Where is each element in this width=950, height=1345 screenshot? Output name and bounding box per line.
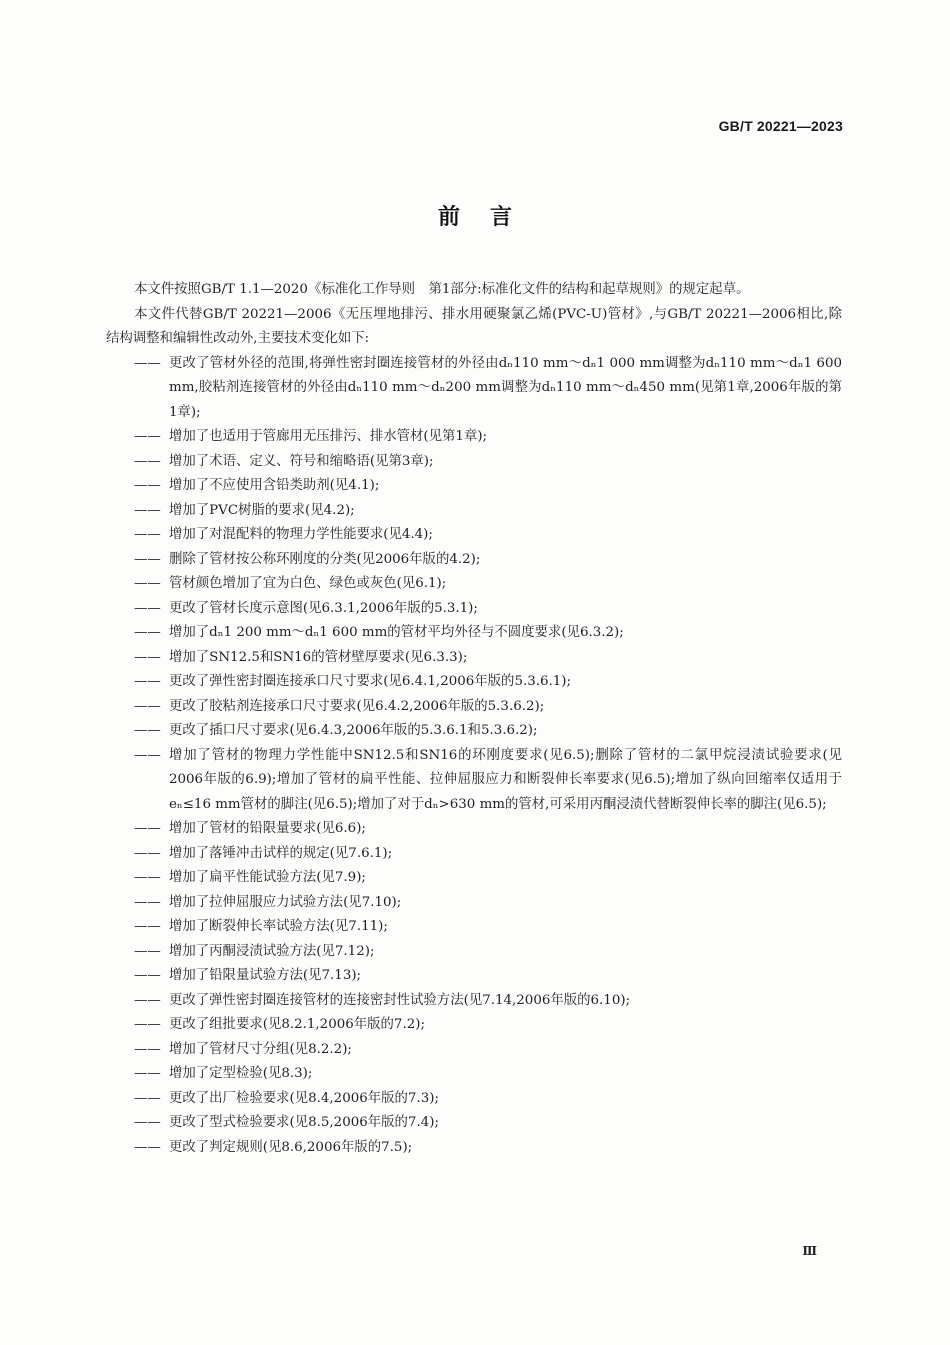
list-item-text: 增加了丙酮浸渍试验方法(见7.12); bbox=[169, 943, 375, 959]
dash-marker: —— bbox=[134, 1017, 161, 1032]
list-item-text: 删除了管材按公称环刚度的分类(见2006年版的4.2); bbox=[169, 551, 481, 567]
list-item bbox=[106, 548, 842, 573]
changes-list bbox=[106, 352, 842, 1161]
list-item bbox=[106, 425, 842, 450]
list-item-text: 增加了拉伸屈服应力试验方法(见7.10); bbox=[169, 894, 402, 910]
dash-marker: —— bbox=[134, 600, 161, 616]
dash-marker: —— bbox=[134, 478, 161, 493]
list-item bbox=[106, 891, 842, 916]
replacement-paragraph: 本文件代替GB/T 20221—2006《无压埋地排污、排水用硬聚氯乙烯(PVC-U)管材》,与GB/T 20221—2006相比,除结构调整和编辑性改动外,主要技术变化如下: bbox=[106, 306, 842, 346]
dash-marker: —— bbox=[134, 845, 161, 861]
dash-marker: —— bbox=[134, 1041, 161, 1057]
list-item-text: 更改了弹性密封圈连接管材的连接密封性试验方法(见7.14,2006年版的6.10); bbox=[169, 992, 631, 1008]
dash-marker: —— bbox=[134, 919, 161, 934]
dash-marker: —— bbox=[134, 821, 161, 836]
list-item-text: 增加了dₙ1 200 mm～dₙ1 600 mm的管材平均外径与不圆度要求(见6.3.2); bbox=[169, 625, 624, 640]
list-item bbox=[106, 1136, 842, 1161]
intro-paragraph: 本文件按照GB/T 1.1—2020《标准化工作导则 第1部分:标准化文件的结构和起草规则》的规定起草。 bbox=[134, 282, 750, 297]
list-item-text: 增加了铅限量试验方法(见7.13); bbox=[169, 968, 362, 983]
dash-marker: —— bbox=[134, 870, 161, 885]
list-item-text: 增加了管材的物理力学性能中SN12.5和SN16的环刚度要求(见6.5);删除了管材的二氯甲烷浸渍试验要求(见2006年版的6.9);增加了管材的扁平性能、拉伸屈服应力和断裂伸长率要求(见6.5);增加了纵向回缩率仅适用于eₙ≤16 mm管材的脚注(见6.5);增加了对于dₙ>630 mm的管材,可采用丙酮浸渍代替断裂伸长率的脚注(见6.5); bbox=[169, 747, 842, 812]
dash-marker: —— bbox=[134, 894, 161, 910]
list-item bbox=[106, 817, 842, 842]
list-item-text: 更改了插口尺寸要求(见6.4.3,2006年版的5.3.6.1和5.3.6.2); bbox=[169, 723, 538, 738]
list-item-text: 更改了型式检验要求(见8.5,2006年版的7.4); bbox=[169, 1115, 439, 1130]
list-item bbox=[106, 989, 842, 1014]
list-item bbox=[106, 964, 842, 989]
list-item-text: 管材颜色增加了宜为白色、绿色或灰色(见6.1); bbox=[169, 576, 447, 591]
dash-marker: —— bbox=[134, 649, 161, 665]
list-item-text: 增加了落锤冲击试样的规定(见7.6.1); bbox=[169, 845, 393, 861]
dash-marker: —— bbox=[134, 1090, 161, 1106]
dash-marker: —— bbox=[134, 551, 161, 567]
list-item bbox=[106, 450, 842, 475]
list-item bbox=[106, 1087, 842, 1112]
page-title: 前言 bbox=[437, 205, 542, 230]
list-item-text: 更改了弹性密封圈连接承口尺寸要求(见6.4.1,2006年版的5.3.6.1); bbox=[169, 674, 572, 689]
list-item-text: 更改了判定规则(见8.6,2006年版的7.5); bbox=[169, 1139, 413, 1155]
list-item bbox=[106, 842, 842, 867]
list-item-text: 增加了术语、定义、符号和缩略语(见第3章); bbox=[169, 453, 434, 469]
list-item-text: 更改了组批要求(见8.2.1,2006年版的7.2); bbox=[169, 1017, 425, 1032]
dash-marker: —— bbox=[134, 1066, 161, 1081]
list-item-text: 更改了管材长度示意图(见6.3.1,2006年版的5.3.1); bbox=[169, 600, 478, 616]
list-item bbox=[106, 719, 842, 744]
dash-marker: —— bbox=[134, 723, 161, 738]
dash-marker: —— bbox=[134, 576, 161, 591]
list-item bbox=[106, 695, 842, 720]
list-item-text: 更改了胶粘剂连接承口尺寸要求(见6.4.2,2006年版的5.3.6.2); bbox=[169, 698, 545, 714]
list-item bbox=[106, 915, 842, 940]
list-item bbox=[106, 866, 842, 891]
dash-marker: —— bbox=[134, 1139, 161, 1155]
list-item bbox=[106, 1013, 842, 1038]
list-item bbox=[106, 523, 842, 548]
dash-marker: —— bbox=[134, 698, 161, 714]
dash-marker: —— bbox=[134, 453, 161, 469]
list-item bbox=[106, 1111, 842, 1136]
dash-marker: —— bbox=[134, 429, 161, 444]
list-item-text: 增加了断裂伸长率试验方法(见7.11); bbox=[169, 919, 388, 934]
dash-marker: —— bbox=[134, 355, 161, 371]
list-item-text: 增加了扁平性能试验方法(见7.9); bbox=[169, 870, 366, 885]
list-item bbox=[106, 1038, 842, 1063]
list-item-text: 更改了出厂检验要求(见8.4,2006年版的7.3); bbox=[169, 1090, 439, 1106]
list-item bbox=[106, 621, 842, 646]
dash-marker: —— bbox=[134, 527, 161, 542]
dash-marker: —— bbox=[134, 502, 161, 518]
list-item-text: 增加了管材尺寸分组(见8.2.2); bbox=[169, 1041, 352, 1057]
list-item bbox=[106, 670, 842, 695]
dash-marker: —— bbox=[134, 943, 161, 959]
dash-marker: —— bbox=[134, 968, 161, 983]
page-number: Ⅲ bbox=[802, 1244, 817, 1258]
list-item bbox=[106, 646, 842, 671]
list-item bbox=[106, 474, 842, 499]
list-item-text: 增加了也适用于管廊用无压排污、排水管材(见第1章); bbox=[169, 429, 488, 444]
dash-marker: —— bbox=[134, 674, 161, 689]
list-item bbox=[106, 1062, 842, 1087]
list-item bbox=[106, 499, 842, 524]
foreword-body bbox=[106, 278, 842, 1160]
list-item bbox=[106, 940, 842, 965]
standard-code: GB/T 20221—2023 bbox=[718, 118, 843, 134]
list-item bbox=[106, 352, 842, 426]
dash-marker: —— bbox=[134, 747, 161, 763]
list-item-text: 增加了管材的铅限量要求(见6.6); bbox=[169, 821, 366, 836]
list-item-text: 增加了SN12.5和SN16的管材壁厚要求(见6.3.3); bbox=[169, 649, 468, 665]
dash-marker: —— bbox=[134, 992, 161, 1008]
dash-marker: —— bbox=[134, 625, 161, 640]
list-item bbox=[106, 744, 842, 818]
list-item-text: 增加了对混配料的物理力学性能要求(见4.4); bbox=[169, 527, 433, 542]
dash-marker: —— bbox=[134, 1115, 161, 1130]
list-item-text: 增加了定型检验(见8.3); bbox=[169, 1066, 313, 1081]
list-item-text: 增加了不应使用含铅类助剂(见4.1); bbox=[169, 478, 380, 493]
list-item bbox=[106, 572, 842, 597]
list-item-text: 更改了管材外径的范围,将弹性密封圈连接管材的外径由dₙ110 mm～dₙ1 000 mm调整为dₙ110 mm～dₙ1 600 mm,胶粘剂连接管材的外径由dₙ110 mm～dₙ200 mm调整为dₙ110 mm～dₙ450 mm(见第1章,2006年版的第1章); bbox=[169, 355, 842, 420]
list-item bbox=[106, 597, 842, 622]
list-item-text: 增加了PVC树脂的要求(见4.2); bbox=[169, 502, 355, 518]
